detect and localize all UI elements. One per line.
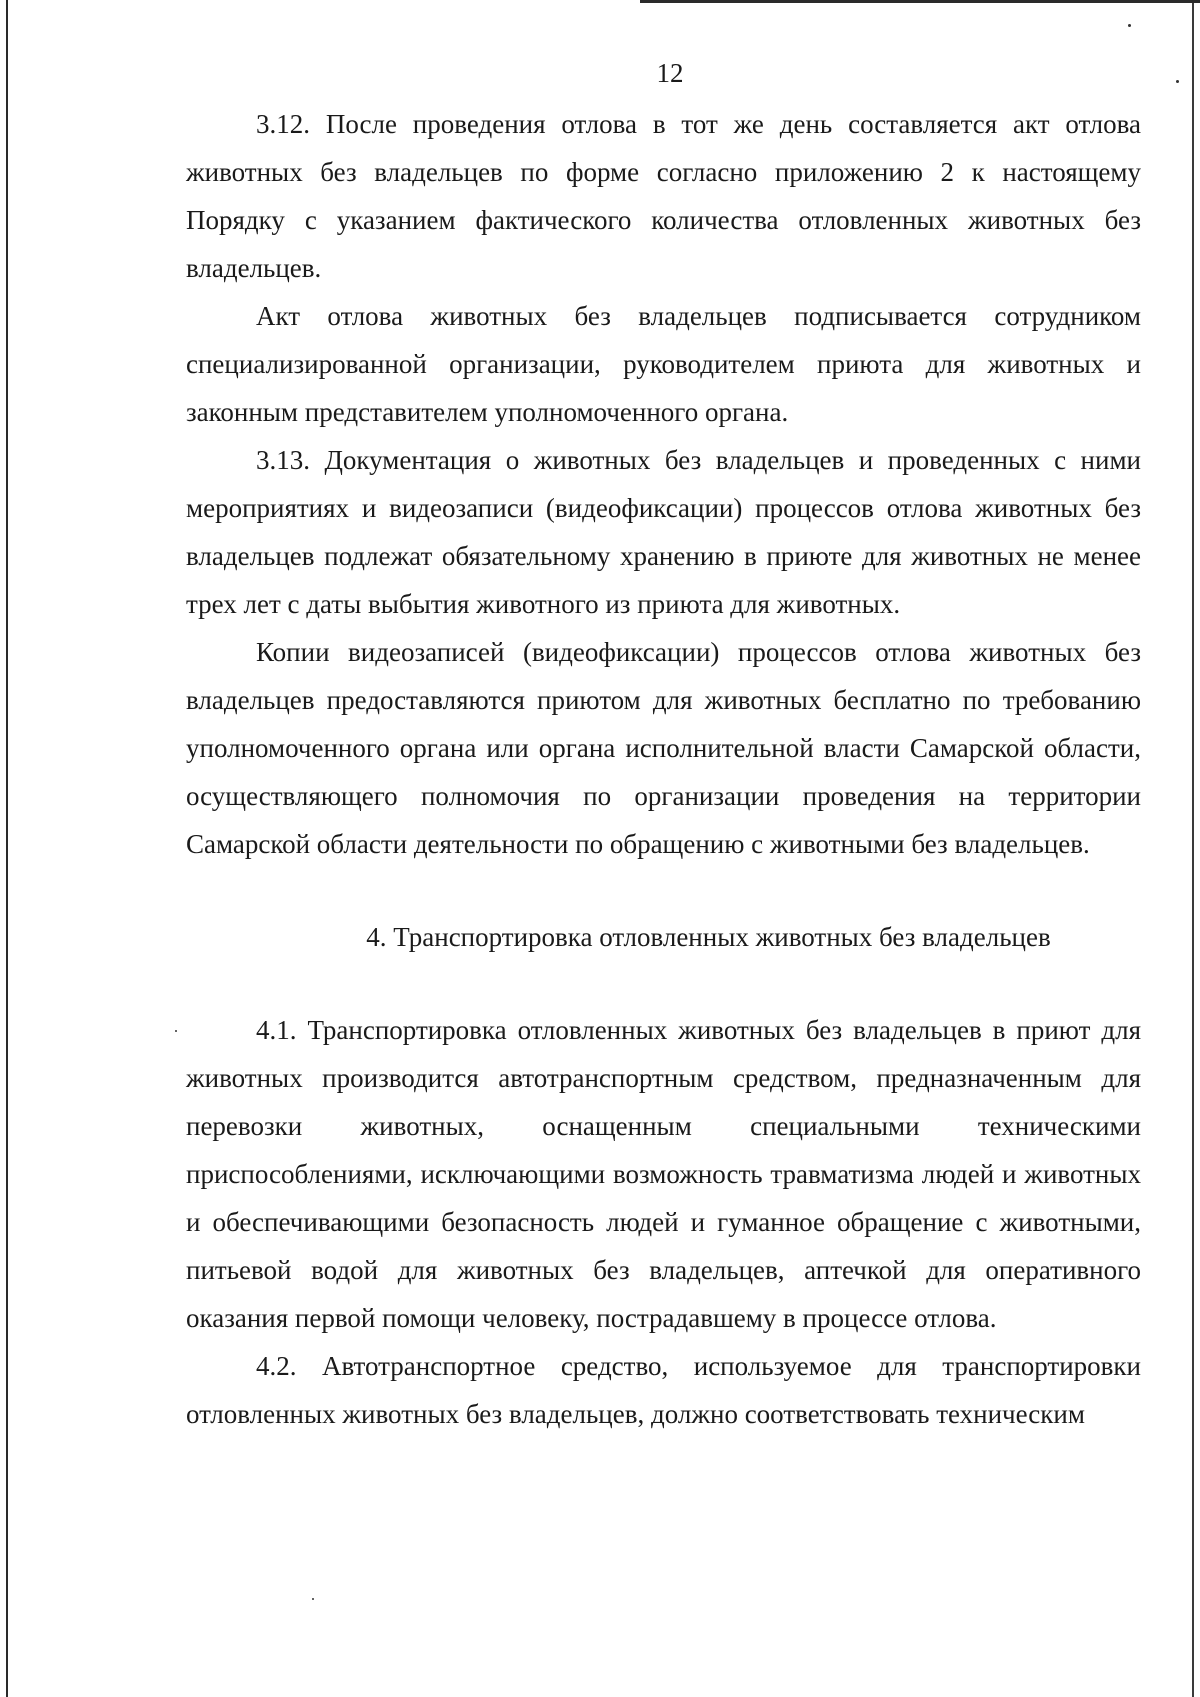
scan-top-edge — [640, 0, 1200, 3]
scan-right-edge — [1192, 0, 1194, 1697]
paragraph-4-2: 4.2. Автотранспортное средство, используемое для транспортировки отловленных животных без владельцев, должно соответствовать техническим — [186, 1351, 1141, 1429]
paragraph-3-13: 3.13. Документация о животных без владельцев и проведенных с ними мероприятиях и видеозаписи (видеофиксации) процессов отлова животных без владельцев подлежат обязательному хранению в приюте для животных не менее трех лет с даты выбытия животного из приюта для животных. — [186, 445, 1141, 619]
paragraph-video-copies: Копии видеозаписей (видеофиксации) процессов отлова животных без владельцев предоставляются приютом для животных бесплатно по требованию уполномоченного органа или органа исполнительной власти Самарской области, осуществляющего полномочия по организации проведения на территории Самарской области деятельности по обращению с животными без владельцев. — [186, 637, 1141, 859]
scan-speck — [1128, 24, 1131, 27]
scan-left-edge — [6, 0, 8, 1697]
scan-speck — [312, 1598, 314, 1600]
paragraph-3-12: 3.12. После проведения отлова в тот же день составляется акт отлова животных без владельцев по форме согласно приложению 2 к настоящему Порядку с указанием фактического количества отловленных животных без владельцев. — [186, 109, 1141, 283]
section-heading-4: 4. Транспортировка отловленных животных без владельцев — [366, 922, 1051, 952]
document-body — [186, 100, 1141, 1438]
scan-speck — [175, 1030, 177, 1032]
paragraph-4-1: 4.1. Транспортировка отловленных животных без владельцев в приют для животных производится автотранспортным средством, предназначенным для перевозки животных, оснащенным специальными техническими приспособлениями, исключающими возможность травматизма людей и животных и обеспечивающими безопасность людей и гуманное обращение с животными, питьевой водой для животных без владельцев, аптечкой для оперативного оказания первой помощи человеку, пострадавшему в процессе отлова. — [186, 1015, 1141, 1333]
page-number: 12 — [656, 58, 684, 88]
paragraph-act-signing: Акт отлова животных без владельцев подписывается сотрудником специализированной организации, руководителем приюта для животных и законным представителем уполномоченного органа. — [186, 301, 1141, 427]
